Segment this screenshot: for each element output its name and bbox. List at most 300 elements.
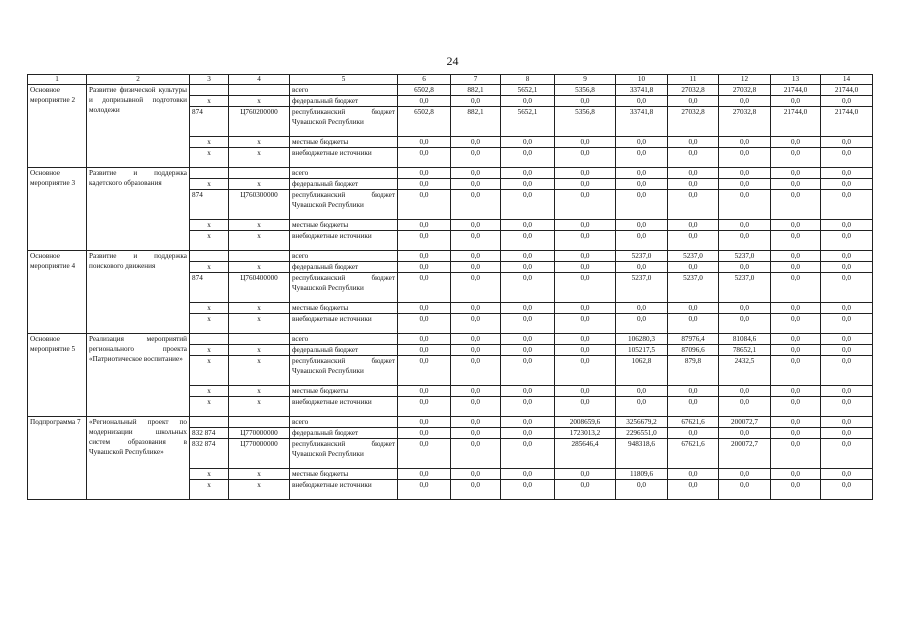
amount-cell: 0,0 xyxy=(398,386,451,397)
grbs-code-cell: х xyxy=(190,386,229,397)
amount-cell: 27032,8 xyxy=(719,85,771,96)
target-article-cell xyxy=(229,334,290,345)
amount-cell: 0,0 xyxy=(501,251,555,262)
amount-cell: 87976,4 xyxy=(668,334,719,345)
amount-cell: 200072,7 xyxy=(719,439,771,469)
amount-cell: 3256679,2 xyxy=(616,417,668,428)
target-article-cell xyxy=(229,251,290,262)
amount-cell: 0,0 xyxy=(719,397,771,417)
amount-cell: 0,0 xyxy=(555,179,616,190)
amount-cell: 0,0 xyxy=(501,148,555,168)
funding-source-cell: федеральный бюджет xyxy=(290,262,398,273)
grbs-code-cell: х xyxy=(190,137,229,148)
funding-source-cell: всего xyxy=(290,334,398,345)
amount-cell: 33741,8 xyxy=(616,85,668,96)
amount-cell: 0,0 xyxy=(719,428,771,439)
amount-cell: 0,0 xyxy=(398,314,451,334)
funding-source-cell: федеральный бюджет xyxy=(290,179,398,190)
grbs-code-cell: 832 874 xyxy=(190,439,229,469)
funding-source-cell: всего xyxy=(290,168,398,179)
amount-cell: 0,0 xyxy=(451,469,501,480)
amount-cell: 0,0 xyxy=(616,190,668,220)
target-article-cell: х xyxy=(229,262,290,273)
header-cell: 5 xyxy=(290,75,398,85)
amount-cell: 0,0 xyxy=(668,137,719,148)
amount-cell: 0,0 xyxy=(398,179,451,190)
header-cell: 9 xyxy=(555,75,616,85)
amount-cell: 948318,6 xyxy=(616,439,668,469)
amount-cell: 0,0 xyxy=(555,303,616,314)
amount-cell: 0,0 xyxy=(451,428,501,439)
amount-cell: 0,0 xyxy=(616,262,668,273)
amount-cell: 0,0 xyxy=(451,345,501,356)
amount-cell: 0,0 xyxy=(555,356,616,386)
amount-cell: 0,0 xyxy=(451,314,501,334)
amount-cell: 0,0 xyxy=(668,303,719,314)
amount-cell: 0,0 xyxy=(501,96,555,107)
amount-cell: 0,0 xyxy=(555,231,616,251)
grbs-code-cell: х xyxy=(190,179,229,190)
amount-cell: 0,0 xyxy=(451,356,501,386)
amount-cell: 0,0 xyxy=(771,168,821,179)
amount-cell: 0,0 xyxy=(668,397,719,417)
amount-cell: 0,0 xyxy=(771,428,821,439)
activity-title: Основное мероприятие 5 xyxy=(28,334,87,417)
funding-source-cell: местные бюджеты xyxy=(290,386,398,397)
header-cell: 13 xyxy=(771,75,821,85)
grbs-code-cell xyxy=(190,85,229,96)
funding-source-cell: внебюджетные источники xyxy=(290,480,398,500)
table-row xyxy=(28,251,873,262)
amount-cell: 0,0 xyxy=(451,303,501,314)
amount-cell: 0,0 xyxy=(616,168,668,179)
amount-cell: 0,0 xyxy=(821,439,873,469)
amount-cell: 0,0 xyxy=(771,96,821,107)
amount-cell: 5356,8 xyxy=(555,85,616,96)
amount-cell: 0,0 xyxy=(501,190,555,220)
funding-source-cell: республиканский бюджет Чувашской Республики xyxy=(290,107,398,137)
amount-cell: 0,0 xyxy=(771,386,821,397)
grbs-code-cell: 874 xyxy=(190,273,229,303)
amount-cell: 0,0 xyxy=(616,303,668,314)
amount-cell: 0,0 xyxy=(616,397,668,417)
table-row xyxy=(28,334,873,345)
amount-cell: 0,0 xyxy=(668,314,719,334)
amount-cell: 0,0 xyxy=(821,220,873,231)
grbs-code-cell xyxy=(190,334,229,345)
amount-cell: 0,0 xyxy=(501,220,555,231)
activity-description: Реализация мероприятий регионального проекта «Патриотическое воспитание» xyxy=(87,334,190,417)
amount-cell: 0,0 xyxy=(668,480,719,500)
header-cell: 8 xyxy=(501,75,555,85)
target-article-cell: Ц770000000 xyxy=(229,439,290,469)
amount-cell: 0,0 xyxy=(821,345,873,356)
amount-cell: 0,0 xyxy=(555,314,616,334)
funding-source-cell: местные бюджеты xyxy=(290,469,398,480)
amount-cell: 0,0 xyxy=(501,334,555,345)
amount-cell: 0,0 xyxy=(451,480,501,500)
amount-cell: 0,0 xyxy=(555,386,616,397)
amount-cell: 0,0 xyxy=(771,137,821,148)
amount-cell: 2432,5 xyxy=(719,356,771,386)
amount-cell: 1062,8 xyxy=(616,356,668,386)
grbs-code-cell: х xyxy=(190,231,229,251)
amount-cell: 0,0 xyxy=(668,190,719,220)
funding-source-cell: местные бюджеты xyxy=(290,303,398,314)
amount-cell: 0,0 xyxy=(451,386,501,397)
amount-cell: 5237,0 xyxy=(616,251,668,262)
amount-cell: 0,0 xyxy=(821,148,873,168)
amount-cell: 0,0 xyxy=(821,303,873,314)
amount-cell: 0,0 xyxy=(398,334,451,345)
amount-cell: 0,0 xyxy=(719,303,771,314)
amount-cell: 0,0 xyxy=(451,262,501,273)
amount-cell: 0,0 xyxy=(451,137,501,148)
amount-cell: 78652,1 xyxy=(719,345,771,356)
amount-cell: 0,0 xyxy=(616,220,668,231)
amount-cell: 0,0 xyxy=(668,179,719,190)
amount-cell: 0,0 xyxy=(451,220,501,231)
amount-cell: 0,0 xyxy=(719,262,771,273)
amount-cell: 0,0 xyxy=(501,439,555,469)
target-article-cell: Ц760200000 xyxy=(229,107,290,137)
amount-cell: 0,0 xyxy=(668,96,719,107)
target-article-cell: х xyxy=(229,480,290,500)
grbs-code-cell: х xyxy=(190,397,229,417)
grbs-code-cell: х xyxy=(190,480,229,500)
amount-cell: 0,0 xyxy=(668,148,719,168)
header-cell: 3 xyxy=(190,75,229,85)
table-row xyxy=(28,168,873,179)
amount-cell: 1723013,2 xyxy=(555,428,616,439)
amount-cell: 0,0 xyxy=(821,356,873,386)
amount-cell: 0,0 xyxy=(501,469,555,480)
grbs-code-cell xyxy=(190,168,229,179)
amount-cell: 0,0 xyxy=(398,469,451,480)
funding-source-cell: местные бюджеты xyxy=(290,137,398,148)
target-article-cell xyxy=(229,168,290,179)
funding-source-cell: республиканский бюджет Чувашской Республики xyxy=(290,439,398,469)
header-cell: 14 xyxy=(821,75,873,85)
amount-cell: 0,0 xyxy=(821,190,873,220)
funding-source-cell: республиканский бюджет Чувашской Республики xyxy=(290,190,398,220)
budget-table xyxy=(27,74,873,500)
amount-cell: 27032,8 xyxy=(719,107,771,137)
target-article-cell xyxy=(229,85,290,96)
target-article-cell xyxy=(229,417,290,428)
amount-cell: 0,0 xyxy=(668,168,719,179)
header-cell: 11 xyxy=(668,75,719,85)
amount-cell: 0,0 xyxy=(821,231,873,251)
target-article-cell: х xyxy=(229,386,290,397)
grbs-code-cell: х xyxy=(190,345,229,356)
amount-cell: 0,0 xyxy=(398,273,451,303)
activity-description: Развитие и поддержка кадетского образования xyxy=(87,168,190,251)
amount-cell: 0,0 xyxy=(821,428,873,439)
grbs-code-cell: х xyxy=(190,303,229,314)
amount-cell: 0,0 xyxy=(398,428,451,439)
funding-source-cell: всего xyxy=(290,417,398,428)
header-cell: 2 xyxy=(87,75,190,85)
amount-cell: 0,0 xyxy=(719,190,771,220)
amount-cell: 0,0 xyxy=(501,397,555,417)
target-article-cell: Ц760300000 xyxy=(229,190,290,220)
amount-cell: 0,0 xyxy=(821,262,873,273)
amount-cell: 0,0 xyxy=(398,96,451,107)
target-article-cell: х xyxy=(229,179,290,190)
amount-cell: 0,0 xyxy=(821,168,873,179)
funding-source-cell: федеральный бюджет xyxy=(290,345,398,356)
funding-source-cell: федеральный бюджет xyxy=(290,96,398,107)
amount-cell: 81084,6 xyxy=(719,334,771,345)
amount-cell: 0,0 xyxy=(771,397,821,417)
amount-cell: 5237,0 xyxy=(719,251,771,262)
amount-cell: 0,0 xyxy=(501,356,555,386)
amount-cell: 0,0 xyxy=(555,345,616,356)
amount-cell: 0,0 xyxy=(771,251,821,262)
amount-cell: 879,8 xyxy=(668,356,719,386)
header-cell: 6 xyxy=(398,75,451,85)
activity-title: Основное мероприятие 4 xyxy=(28,251,87,334)
amount-cell: 0,0 xyxy=(555,334,616,345)
amount-cell: 105217,5 xyxy=(616,345,668,356)
amount-cell: 0,0 xyxy=(501,428,555,439)
header-cell: 4 xyxy=(229,75,290,85)
amount-cell: 0,0 xyxy=(821,314,873,334)
amount-cell: 0,0 xyxy=(771,469,821,480)
amount-cell: 0,0 xyxy=(501,262,555,273)
amount-cell: 0,0 xyxy=(501,273,555,303)
amount-cell: 0,0 xyxy=(451,273,501,303)
target-article-cell: х xyxy=(229,231,290,251)
amount-cell: 0,0 xyxy=(771,356,821,386)
amount-cell: 0,0 xyxy=(398,220,451,231)
amount-cell: 0,0 xyxy=(451,439,501,469)
amount-cell: 0,0 xyxy=(821,273,873,303)
amount-cell: 0,0 xyxy=(501,137,555,148)
grbs-code-cell: х xyxy=(190,356,229,386)
amount-cell: 0,0 xyxy=(451,417,501,428)
amount-cell: 0,0 xyxy=(555,96,616,107)
table-row xyxy=(28,85,873,96)
funding-source-cell: всего xyxy=(290,251,398,262)
activity-title: Подпрограмма 7 xyxy=(28,417,87,500)
amount-cell: 0,0 xyxy=(616,386,668,397)
amount-cell: 0,0 xyxy=(501,179,555,190)
amount-cell: 0,0 xyxy=(821,96,873,107)
amount-cell: 0,0 xyxy=(555,148,616,168)
amount-cell: 0,0 xyxy=(821,480,873,500)
amount-cell: 0,0 xyxy=(451,251,501,262)
amount-cell: 0,0 xyxy=(616,231,668,251)
amount-cell: 0,0 xyxy=(771,262,821,273)
activity-description: Развитие физической культуры и допризывной подготовки молодежи xyxy=(87,85,190,168)
amount-cell: 0,0 xyxy=(821,417,873,428)
grbs-code-cell: х xyxy=(190,469,229,480)
amount-cell: 0,0 xyxy=(555,220,616,231)
activity-title: Основное мероприятие 2 xyxy=(28,85,87,168)
amount-cell: 0,0 xyxy=(451,231,501,251)
amount-cell: 0,0 xyxy=(616,137,668,148)
amount-cell: 0,0 xyxy=(555,262,616,273)
amount-cell: 87096,6 xyxy=(668,345,719,356)
amount-cell: 0,0 xyxy=(771,273,821,303)
amount-cell: 0,0 xyxy=(668,262,719,273)
amount-cell: 0,0 xyxy=(451,334,501,345)
funding-source-cell: внебюджетные источники xyxy=(290,231,398,251)
funding-source-cell: федеральный бюджет xyxy=(290,428,398,439)
amount-cell: 0,0 xyxy=(771,220,821,231)
amount-cell: 0,0 xyxy=(555,168,616,179)
target-article-cell: х xyxy=(229,303,290,314)
amount-cell: 5237,0 xyxy=(616,273,668,303)
target-article-cell: х xyxy=(229,469,290,480)
grbs-code-cell: 832 874 xyxy=(190,428,229,439)
amount-cell: 0,0 xyxy=(771,148,821,168)
amount-cell: 21744,0 xyxy=(821,107,873,137)
activity-description: «Региональный проект по модернизации школьных систем образования в Чувашской Республике» xyxy=(87,417,190,500)
amount-cell: 21744,0 xyxy=(771,85,821,96)
amount-cell: 0,0 xyxy=(501,480,555,500)
table-row xyxy=(28,417,873,428)
grbs-code-cell xyxy=(190,417,229,428)
grbs-code-cell: 874 xyxy=(190,190,229,220)
target-article-cell: х xyxy=(229,397,290,417)
amount-cell: 2008659,6 xyxy=(555,417,616,428)
amount-cell: 0,0 xyxy=(555,251,616,262)
amount-cell: 0,0 xyxy=(398,148,451,168)
amount-cell: 5356,8 xyxy=(555,107,616,137)
amount-cell: 0,0 xyxy=(719,314,771,334)
amount-cell: 5237,0 xyxy=(668,251,719,262)
amount-cell: 0,0 xyxy=(719,179,771,190)
amount-cell: 6502,8 xyxy=(398,107,451,137)
amount-cell: 0,0 xyxy=(821,251,873,262)
amount-cell: 0,0 xyxy=(668,469,719,480)
amount-cell: 27032,8 xyxy=(668,85,719,96)
amount-cell: 0,0 xyxy=(821,397,873,417)
amount-cell: 882,1 xyxy=(451,107,501,137)
funding-source-cell: республиканский бюджет Чувашской Республики xyxy=(290,273,398,303)
amount-cell: 0,0 xyxy=(501,231,555,251)
target-article-cell: х xyxy=(229,148,290,168)
amount-cell: 0,0 xyxy=(501,417,555,428)
amount-cell: 0,0 xyxy=(719,220,771,231)
grbs-code-cell: х xyxy=(190,148,229,168)
target-article-cell: х xyxy=(229,314,290,334)
amount-cell: 0,0 xyxy=(398,303,451,314)
header-cell: 12 xyxy=(719,75,771,85)
amount-cell: 0,0 xyxy=(398,417,451,428)
amount-cell: 67621,6 xyxy=(668,417,719,428)
amount-cell: 0,0 xyxy=(771,314,821,334)
funding-source-cell: местные бюджеты xyxy=(290,220,398,231)
amount-cell: 0,0 xyxy=(719,480,771,500)
amount-cell: 0,0 xyxy=(668,231,719,251)
funding-source-cell: внебюджетные источники xyxy=(290,397,398,417)
activity-description: Развитие и поддержка поискового движения xyxy=(87,251,190,334)
page-number: 24 xyxy=(446,54,459,68)
amount-cell: 0,0 xyxy=(719,148,771,168)
amount-cell: 0,0 xyxy=(555,397,616,417)
amount-cell: 0,0 xyxy=(668,386,719,397)
amount-cell: 0,0 xyxy=(771,480,821,500)
amount-cell: 0,0 xyxy=(501,345,555,356)
amount-cell: 5652,1 xyxy=(501,107,555,137)
amount-cell: 0,0 xyxy=(719,137,771,148)
target-article-cell: х xyxy=(229,345,290,356)
amount-cell: 0,0 xyxy=(451,148,501,168)
amount-cell: 0,0 xyxy=(555,469,616,480)
amount-cell: 5237,0 xyxy=(719,273,771,303)
amount-cell: 0,0 xyxy=(501,168,555,179)
amount-cell: 5237,0 xyxy=(668,273,719,303)
target-article-cell: Ц760400000 xyxy=(229,273,290,303)
amount-cell: 11809,6 xyxy=(616,469,668,480)
amount-cell: 0,0 xyxy=(555,480,616,500)
amount-cell: 0,0 xyxy=(771,190,821,220)
amount-cell: 0,0 xyxy=(398,439,451,469)
target-article-cell: Ц770000000 xyxy=(229,428,290,439)
amount-cell: 0,0 xyxy=(668,220,719,231)
amount-cell: 0,0 xyxy=(719,168,771,179)
amount-cell: 0,0 xyxy=(771,303,821,314)
amount-cell: 0,0 xyxy=(501,386,555,397)
amount-cell: 0,0 xyxy=(771,334,821,345)
funding-source-cell: республиканский бюджет Чувашской Республики xyxy=(290,356,398,386)
target-article-cell: х xyxy=(229,137,290,148)
header-row xyxy=(28,75,873,85)
target-article-cell: х xyxy=(229,220,290,231)
amount-cell: 0,0 xyxy=(719,231,771,251)
amount-cell: 0,0 xyxy=(821,386,873,397)
amount-cell: 0,0 xyxy=(719,386,771,397)
amount-cell: 33741,8 xyxy=(616,107,668,137)
amount-cell: 6502,8 xyxy=(398,85,451,96)
funding-source-cell: внебюджетные источники xyxy=(290,314,398,334)
amount-cell: 0,0 xyxy=(451,96,501,107)
amount-cell: 882,1 xyxy=(451,85,501,96)
header-cell: 1 xyxy=(28,75,87,85)
header-cell: 7 xyxy=(451,75,501,85)
amount-cell: 0,0 xyxy=(555,190,616,220)
header-cell: 10 xyxy=(616,75,668,85)
amount-cell: 0,0 xyxy=(501,303,555,314)
amount-cell: 0,0 xyxy=(555,137,616,148)
amount-cell: 0,0 xyxy=(398,231,451,251)
amount-cell: 285646,4 xyxy=(555,439,616,469)
amount-cell: 0,0 xyxy=(616,314,668,334)
amount-cell: 0,0 xyxy=(616,179,668,190)
amount-cell: 67621,6 xyxy=(668,439,719,469)
target-article-cell: х xyxy=(229,356,290,386)
amount-cell: 0,0 xyxy=(451,168,501,179)
amount-cell: 0,0 xyxy=(821,334,873,345)
activity-title: Основное мероприятие 3 xyxy=(28,168,87,251)
amount-cell: 21744,0 xyxy=(771,107,821,137)
amount-cell: 0,0 xyxy=(719,96,771,107)
grbs-code-cell xyxy=(190,251,229,262)
amount-cell: 0,0 xyxy=(616,96,668,107)
grbs-code-cell: х xyxy=(190,96,229,107)
amount-cell: 0,0 xyxy=(398,480,451,500)
amount-cell: 0,0 xyxy=(398,137,451,148)
amount-cell: 0,0 xyxy=(616,148,668,168)
amount-cell: 21744,0 xyxy=(821,85,873,96)
amount-cell: 0,0 xyxy=(771,417,821,428)
table-body xyxy=(28,75,873,500)
amount-cell: 200072,7 xyxy=(719,417,771,428)
